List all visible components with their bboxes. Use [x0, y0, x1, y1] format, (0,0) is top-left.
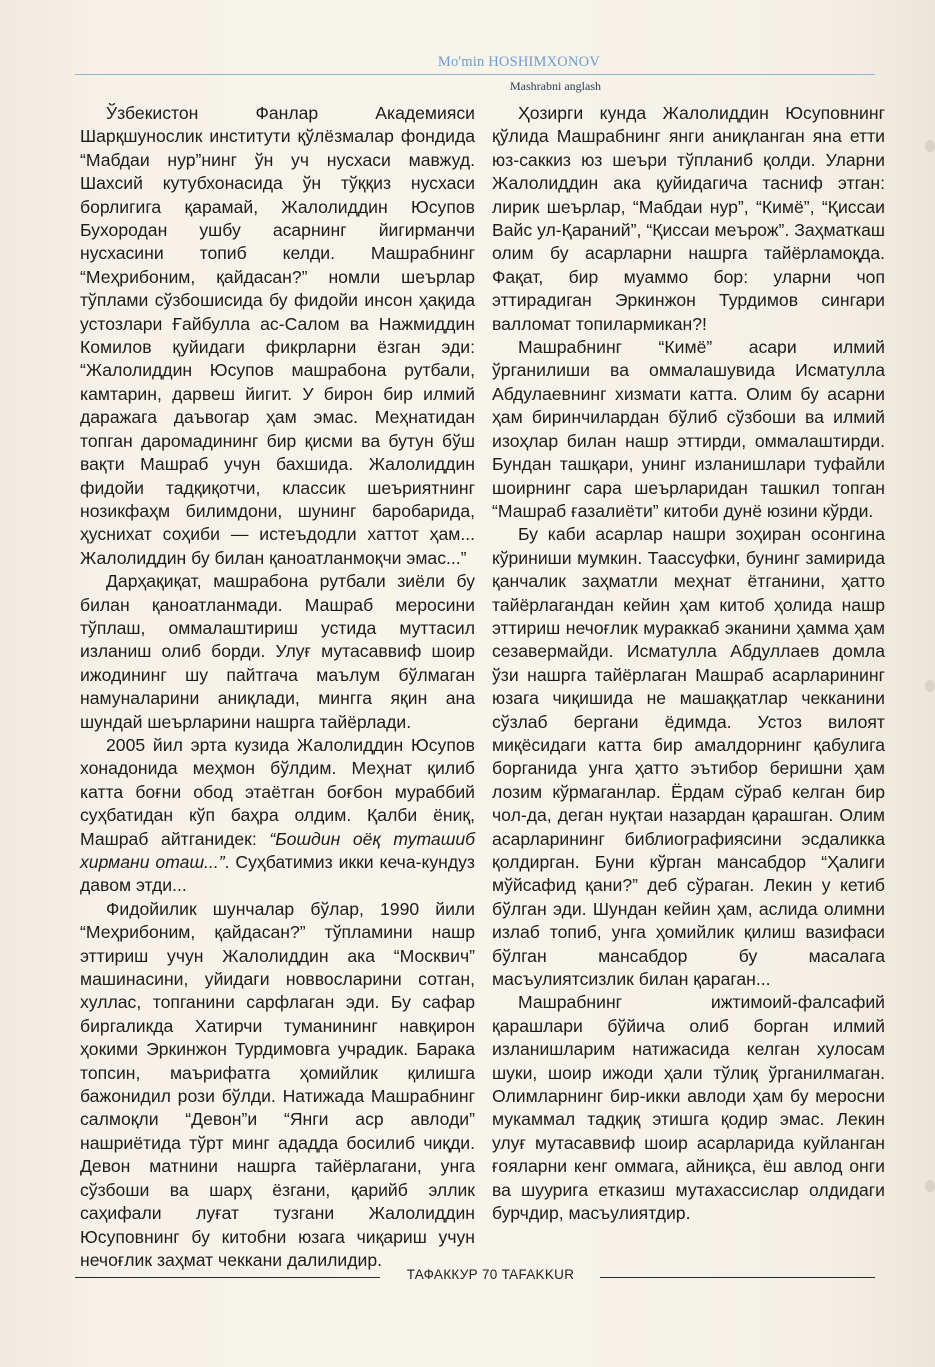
paragraph: Фидойилик шунчалар бўлар, 1990 йили “Меҳрибоним, қайдасан?” тўпламини нашр эттириш учун Жалолиддин ака “Москвич” машинасини, уйидаги новвосларини сотган, хуллас, топганини сарфлаган эди. Бу сафар биргаликда Хатирчи туманининг навқирон ҳокими Эркинжон Турдимовга учрадик. Барака топсин, маърифатга ҳомийлик қилишга бажонидил рози бўлди. Натижада Машрабнинг салмоқли “Девон”и “Янги аср авлоди” нашриётида тўрт минг ададда босилиб чиқди. Девон матнини нашрга тайёрлагани, унга сўзбоши ва шарҳ ёзгани, қарийб эллик саҳифали луғат тузгани Жалолиддин Юсуповнинг бу китобни юзага чиқариш учун нечоғлик заҳмат чеккани далилидир. — [80, 898, 475, 1270]
paragraph: Ўзбекистон Фанлар Академияси Шарқшунослик институти қўлёзмалар фондида “Мабдаи нур”нинг ўн уч нусхаси мавжуд. Шахсий кутубхонасида ўн тўққиз нусхаси борлигига қарамай, Жалолиддин Юсупов Бухородан ушбу асарнинг йигирманчи нусхасини топиб келди. Машрабнинг “Меҳрибоним, қайдасан?” номли шеърлар тўплами сўзбошисида бу фидойи инсон ҳақида устозлари Ғайбулла ас-Салом ва Нажмиддин Комилов қуйидаги фикрларни ёзган эди: “Жалолиддин Юсупов машрабона рутбали, камтарин, дарвеш йигит. У бирон бир илмий даражага даъвогар ҳам эмас. Меҳнатидан топган даромадининг бир қисми ва бутун бўш вақти Машраб учун бахшида. Жалолиддин фидойи тадқиқотчи, классик шеъриятнинг нозикфаҳм билимдони, шунинг баробарида, ҳуснихат соҳиби — истеъдодли хаттот ҳам... Жалолиддин бу билан қаноатланмоқчи эмас...” — [80, 103, 475, 568]
footer-page-label: ТАФАККУР 70 TAFAKKUR — [406, 1267, 575, 1282]
punch-hole — [925, 680, 935, 692]
paragraph-text: 2005 йил эрта кузида Жалолиддин Юсупов хонадонида меҳмон бўлдим. Меҳнат қилиб катта боғни обод этаётган боғбон мураббий суҳбатидан кўп баҳра олдим. Қалби ёниқ, Машраб айтганидек: — [80, 734, 475, 849]
left-column — [80, 102, 475, 1272]
paragraph: Ҳозирги кунда Жалолиддин Юсуповнинг қўлида Машрабнинг янги аниқланган яна етти юз-саккиз юз шеъри тўпланиб қолди. Уларни Жалолиддин ака қуйидагича тасниф этган: лирик шеърлар, “Мабдаи нур”, “Кимё”, “Қиссаи Вайс ул-Қараний”, “Қиссаи меърож”. Заҳматкаш олим бу асарларни нашрга тайёрламоқда. Фақат, бир муаммо бор: уларни чоп эттирадиган Эркинжон Турдимов сингари валломат топилармикан?! — [492, 103, 885, 334]
paragraph: Бу каби асарлар нашри зоҳиран осонгина кўриниши мумкин. Таассуфки, бунинг замирида қанчалик заҳматли меҳнат ётганини, ҳатто тайёрлагандан кейин ҳам китоб ҳолида нашр эттириш нечоғлик мураккаб эканини ҳамма ҳам сезавермайди. Исматулла Абдуллаев домла ўзи нашрга тайёрлаган Машраб асарларининг юзага чиқишида не машаққатлар чекканини сўзлаб бергани ёдимда. Устоз вилоят миқёсидаги катта бир амалдорнинг қабулига борганида унга ҳатто эътибор беришни ҳам лозим кўрмаганлар. Ёрдам сўраб келган бир чол-да, деган нуқтаи назардан қарашган. Олим асарларининг библиографиясини эсдаликка қолдирган. Буни кўрган мансабдор “Ҳалиги мўйсафид қани?” деб сўраган. Лекин у кетиб бўлган эди. Шундан кейин ҳам, аслида олимни излаб топиб, унга ҳомийлик қилиш вазифаси бўлган мансабдор бу масалага масъулиятсизлик билан қараган... — [492, 524, 885, 990]
poem-quote: “Бошдин оёқ туташиб хирмани оташ...” — [80, 828, 475, 872]
paragraph — [80, 734, 475, 898]
header-rule — [75, 74, 875, 75]
paragraph-text: . Суҳбатимиз икки кеча-кундуз давом этди... — [80, 852, 475, 896]
right-column — [492, 102, 885, 1226]
running-header — [75, 52, 875, 96]
header-author: Mo'min HOSHIMXONOV — [437, 54, 600, 70]
paragraph: Машрабнинг ижтимоий-фалсафий қарашлари бўйича олиб борган илмий изланишларим натижасида келган хулосам шуки, шоир ижоди ҳали тўлиқ ўрганилмаган. Олимларнинг бир-икки авлоди ҳам бу меросни мукаммал тадқиқ этишга қодир эмас. Лекин улуғ мутасаввиф шоир асарларида куйланган ғояларни кенг оммага, айниқса, ёш авлод онги ва шуурига етказиш мутахассислар олдидаги бурчдир, масъулиятдир. — [492, 992, 885, 1224]
page-footer — [75, 1267, 875, 1287]
punch-hole — [925, 140, 935, 152]
paragraph: Машрабнинг “Кимё” асари илмий ўрганилиши ва оммалашувида Исматулла Абдулаевнинг хизмати катта. Олим бу асарни ҳам биринчилардан бўлиб сўзбоши ва илмий изоҳлар билан нашр эттирди, оммалаштирди. Бундан ташқари, унинг изланишлари туфайли шоирнинг сара шеърларидан ташкил топган “Машраб ғазалиёти” китоби дунё юзини кўрди. — [492, 337, 885, 521]
footer-rule-left — [75, 1277, 380, 1278]
header-subtitle: Mashrabni anglash — [510, 79, 601, 93]
paragraph: Дарҳақиқат, машрабона рутбали зиёли бу билан қаноатланмади. Машраб меросини тўплаш, оммалаштириш устида муттасил изланиш олиб борди. Улуғ мутасаввиф шоир ижодининг шу пайтгача маълум бўлмаган намуналарини аниқлади, мингга яқин ана шундай шеърларини нашрга тайёрлади. — [80, 571, 475, 732]
punch-hole — [925, 1180, 935, 1192]
footer-rule-right — [600, 1277, 875, 1278]
